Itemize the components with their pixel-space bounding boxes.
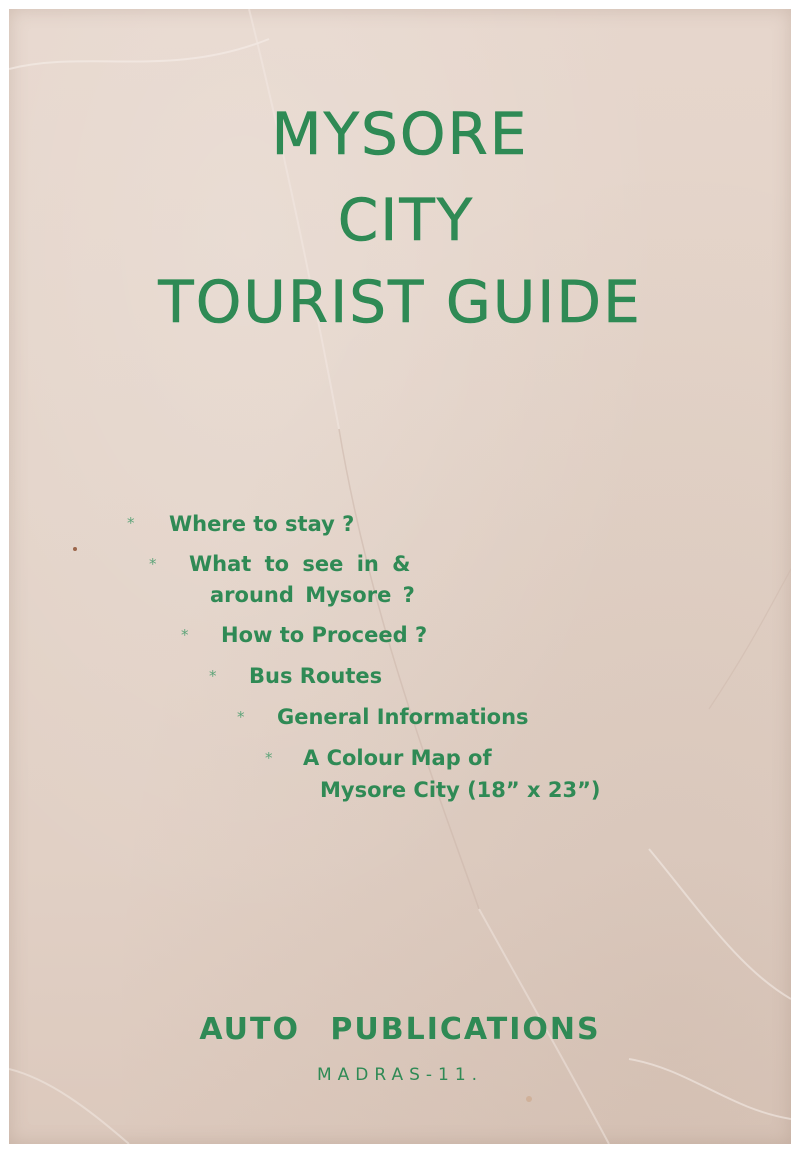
feature-text: Bus Routes [249, 664, 383, 688]
title-line-2: CITY [337, 186, 475, 254]
bullet-asterisk: * [209, 667, 217, 685]
feature-text: A Colour Map of [303, 746, 492, 770]
feature-text: Where to stay ? [169, 512, 355, 536]
feature-text: around Mysore ? [210, 583, 415, 607]
feature-text: General Informations [277, 705, 529, 729]
publisher-name: AUTO PUBLICATIONS [199, 1012, 601, 1047]
feature-text: How to Proceed ? [221, 623, 428, 647]
bullet-asterisk: * [127, 514, 135, 532]
feature-text: Mysore City (18” x 23”) [320, 778, 601, 802]
title-line-3: TOURIST GUIDE [158, 268, 642, 336]
bullet-asterisk: * [237, 708, 245, 726]
bullet-asterisk: * [265, 749, 273, 767]
title-line-1: MYSORE [271, 100, 529, 168]
bullet-asterisk: * [181, 626, 189, 644]
feature-text: What to see in & [189, 552, 411, 576]
publisher-place: MADRAS-11. [316, 1065, 484, 1085]
book-cover [9, 9, 791, 1144]
bullet-asterisk: * [149, 555, 157, 573]
